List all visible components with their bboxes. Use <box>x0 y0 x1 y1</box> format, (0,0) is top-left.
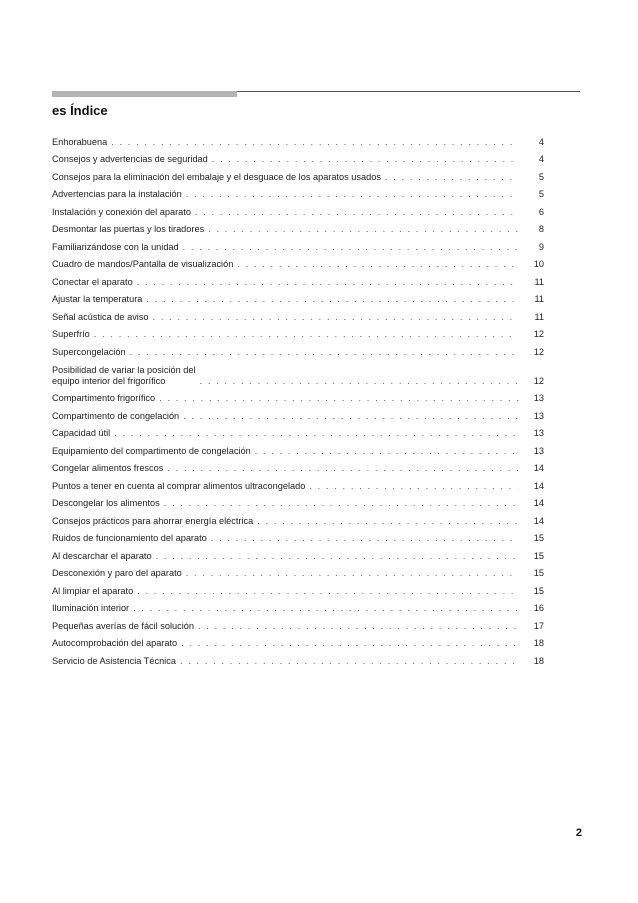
toc-entry[interactable] <box>52 614 544 632</box>
page-title: es Índice <box>52 103 108 118</box>
toc-leader-dots <box>208 224 518 235</box>
toc-entry-page: 13 <box>533 445 544 456</box>
toc-leader-dots <box>137 586 518 597</box>
toc-entry-label: Instalación y conexión del aparato <box>52 206 191 217</box>
toc-entry-page: 17 <box>533 620 544 631</box>
toc-leader-dots <box>198 621 518 632</box>
toc-entry[interactable] <box>52 148 544 166</box>
toc-entry[interactable] <box>52 387 544 405</box>
toc-entry[interactable] <box>52 305 544 323</box>
toc-entry-label: Compartimento frigorífico <box>52 393 156 403</box>
toc-entry-label: Supercongelación <box>52 346 126 357</box>
toc-entry-label <box>52 365 196 387</box>
toc-entry-page: 14 <box>533 498 544 508</box>
toc-entry[interactable] <box>52 509 544 527</box>
toc-leader-dots <box>164 498 518 509</box>
toc-leader-dots <box>257 516 518 527</box>
toc-entry-label: Conectar el aparato <box>52 276 133 287</box>
toc-leader-dots <box>195 207 518 218</box>
toc-entry-page: 12 <box>533 329 544 339</box>
toc-entry[interactable] <box>52 422 544 440</box>
toc-entry[interactable] <box>52 253 544 271</box>
toc-entry-label: Autocomprobación del aparato <box>52 638 178 648</box>
toc-entry[interactable] <box>52 358 544 387</box>
toc-entry-label: Al descarchar el aparato <box>52 550 152 561</box>
toc-entry-label: Servicio de Asistencia Técnica <box>52 655 176 666</box>
toc-entry-page: 6 <box>538 206 544 217</box>
toc-leader-dots <box>255 446 518 457</box>
toc-entry-label: Ruidos de funcionamiento del aparato <box>52 533 207 543</box>
toc-leader-dots <box>385 172 518 183</box>
toc-entry-label: Equipamiento del compartimento de congelación <box>52 445 251 456</box>
table-of-contents <box>52 130 544 667</box>
toc-entry-label: Consejos prácticos para ahorrar energía eléctrica <box>52 515 254 526</box>
toc-entry-page: 10 <box>533 259 544 269</box>
toc-entry-label: Superfrío <box>52 329 90 339</box>
toc-entry-label: Compartimento de congelación <box>52 410 180 421</box>
toc-entry-label: Congelar alimentos frescos <box>52 463 164 473</box>
toc-entry-page: 5 <box>538 189 544 199</box>
toc-entry[interactable] <box>52 439 544 457</box>
toc-entry-page: 13 <box>533 410 544 421</box>
toc-entry[interactable] <box>52 288 544 306</box>
toc-entry[interactable] <box>52 404 544 422</box>
toc-entry-page: 12 <box>533 375 544 386</box>
toc-entry[interactable] <box>52 474 544 492</box>
toc-leader-dots <box>183 411 518 422</box>
toc-entry-label: Advertencias para la instalación <box>52 189 182 199</box>
toc-entry-page: 13 <box>533 428 544 438</box>
toc-entry-page: 12 <box>533 346 544 357</box>
toc-entry-page: 11 <box>534 276 544 287</box>
toc-entry-page: 11 <box>534 294 544 304</box>
toc-entry[interactable] <box>52 200 544 218</box>
toc-entry-page: 15 <box>533 533 544 543</box>
toc-leader-dots <box>186 568 518 579</box>
toc-entry[interactable] <box>52 562 544 580</box>
toc-entry-label: Señal acústica de aviso <box>52 311 149 322</box>
toc-entry-page: 14 <box>533 480 544 491</box>
toc-entry[interactable] <box>52 544 544 562</box>
toc-leader-dots <box>114 428 518 439</box>
toc-leader-dots <box>156 551 518 562</box>
toc-entry-page: 14 <box>533 463 544 473</box>
toc-leader-dots <box>212 154 518 165</box>
toc-leader-dots <box>133 603 518 614</box>
toc-entry[interactable] <box>52 130 544 148</box>
toc-entry-label: Consejos y advertencias de seguridad <box>52 154 208 164</box>
toc-entry-label: Puntos a tener en cuenta al comprar alimentos ultracongelado <box>52 480 306 491</box>
toc-entry-page: 8 <box>538 224 544 234</box>
toc-leader-dots <box>137 277 518 288</box>
toc-leader-dots <box>200 376 518 387</box>
toc-leader-dots <box>130 347 518 358</box>
toc-entry-label: Capacidad útil <box>52 428 111 438</box>
toc-entry[interactable] <box>52 183 544 201</box>
toc-entry[interactable] <box>52 457 544 475</box>
toc-leader-dots <box>211 533 518 544</box>
toc-entry-label: Pequeñas averías de fácil solución <box>52 620 194 631</box>
toc-entry-label: Desmontar las puertas y los tiradores <box>52 224 205 234</box>
toc-entry-label: Descongelar los alimentos <box>52 498 160 508</box>
toc-entry-label: Iluminación interior <box>52 603 130 613</box>
toc-leader-dots <box>186 189 518 200</box>
toc-entry-label: Desconexión y paro del aparato <box>52 568 182 578</box>
toc-leader-dots <box>167 463 518 474</box>
toc-entry[interactable] <box>52 235 544 253</box>
toc-leader-dots <box>181 638 518 649</box>
toc-entry-page: 18 <box>533 638 544 648</box>
toc-leader-dots <box>183 242 518 253</box>
toc-entry-page: 4 <box>538 154 544 164</box>
page-number: 2 <box>575 827 582 839</box>
toc-entry-label: Enhorabuena <box>52 136 108 147</box>
toc-entry-page: 13 <box>533 393 544 403</box>
toc-entry-label: Consejos para la eliminación del embalaje y el desguace de los aparatos usados <box>52 171 381 182</box>
toc-entry[interactable] <box>52 323 544 341</box>
toc-entry-page: 15 <box>533 585 544 596</box>
toc-leader-dots <box>153 312 518 323</box>
toc-entry-page: 11 <box>534 311 544 322</box>
toc-leader-dots <box>237 259 518 270</box>
toc-leader-dots <box>94 329 518 340</box>
toc-entry[interactable] <box>52 527 544 545</box>
toc-entry-page: 9 <box>538 241 544 252</box>
toc-entry-page: 5 <box>538 171 544 182</box>
toc-entry-page: 14 <box>533 515 544 526</box>
toc-leader-dots <box>159 393 518 404</box>
header-accent-bar <box>52 91 237 97</box>
toc-entry-page: 15 <box>533 568 544 578</box>
toc-entry-page: 4 <box>538 136 544 147</box>
toc-entry[interactable] <box>52 649 544 667</box>
toc-entry[interactable] <box>52 579 544 597</box>
toc-entry-label-line-1: Posibilidad de variar la posición del <box>52 364 196 375</box>
toc-entry[interactable] <box>52 218 544 236</box>
toc-entry-label-line-2: equipo interior del frigorífico <box>52 375 166 386</box>
toc-leader-dots <box>309 481 518 492</box>
toc-entry[interactable] <box>52 340 544 358</box>
toc-entry-label: Ajustar la temperatura <box>52 294 143 304</box>
toc-entry[interactable] <box>52 165 544 183</box>
toc-entry-label: Al limpiar el aparato <box>52 585 134 596</box>
toc-leader-dots <box>111 137 518 148</box>
toc-entry-page: 18 <box>533 655 544 666</box>
toc-entry[interactable] <box>52 632 544 650</box>
toc-entry-label: Cuadro de mandos/Pantalla de visualización <box>52 259 234 269</box>
toc-entry-page: 15 <box>533 550 544 561</box>
toc-leader-dots <box>180 656 518 667</box>
toc-entry[interactable] <box>52 597 544 615</box>
toc-entry-label: Familiarizándose con la unidad <box>52 241 179 252</box>
toc-entry-page: 16 <box>533 603 544 613</box>
toc-leader-dots <box>146 294 518 305</box>
toc-entry[interactable] <box>52 492 544 510</box>
toc-entry[interactable] <box>52 270 544 288</box>
